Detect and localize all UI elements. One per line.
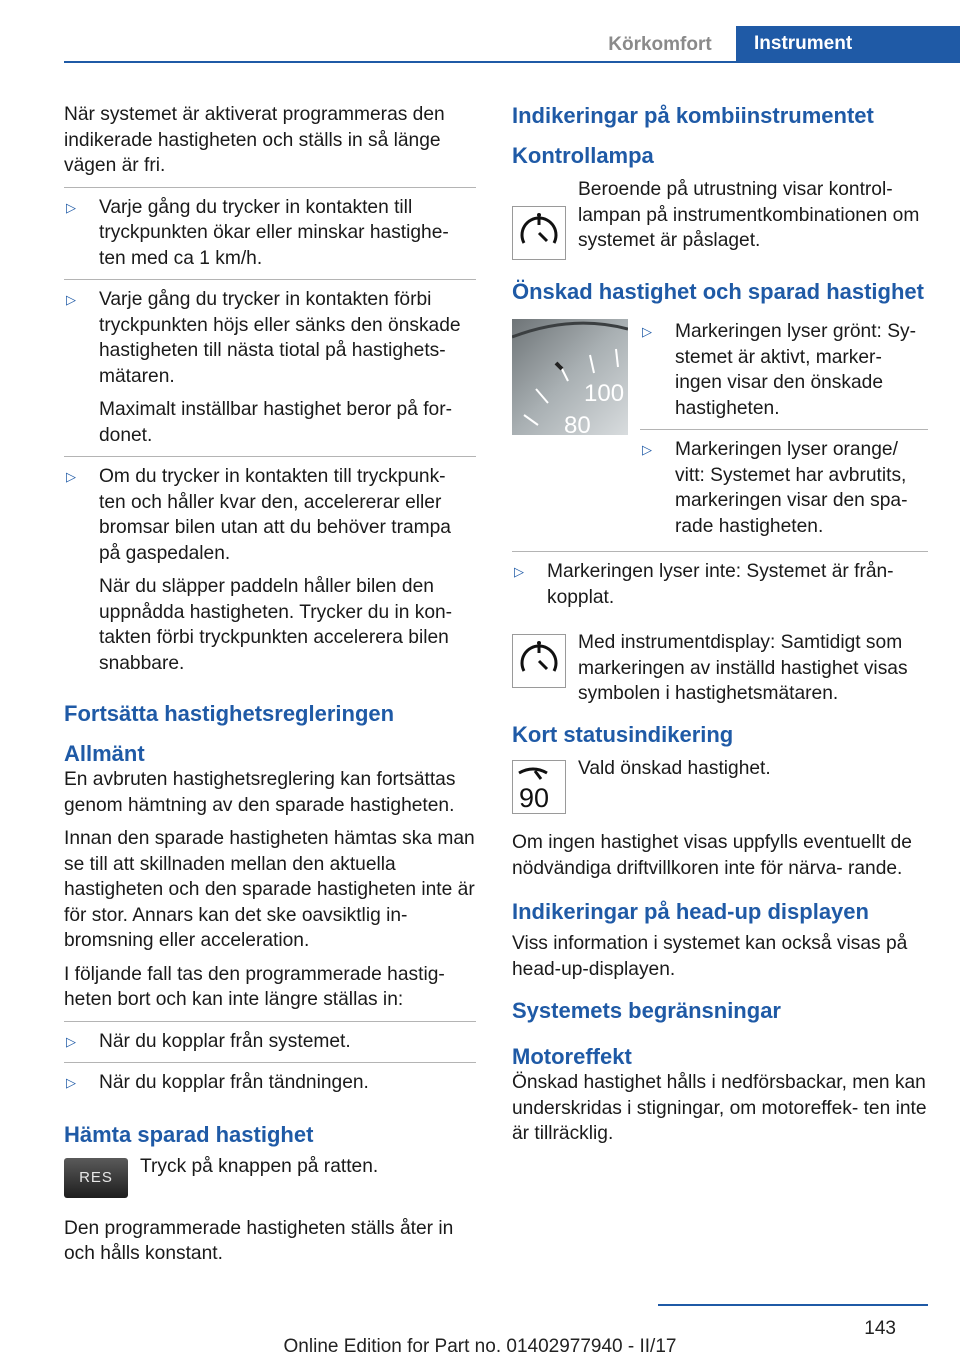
heading-general: Allmänt [64,741,145,766]
triangle-bullet-icon: ▷ [514,564,524,579]
heading-limits: Systemets begränsningar [512,998,781,1023]
heading-engine: Motoreffekt [512,1044,632,1069]
triangle-bullet-icon: ▷ [66,199,76,215]
bullet-text: När du kopplar från tändningen. [99,1072,369,1093]
divider [64,279,476,280]
triangle-bullet-icon: ▷ [642,442,652,457]
speedometer-icon [513,635,565,687]
edition-note: Online Edition for Part no. 01402977940 - II/17 [283,1336,677,1357]
res-text: Tryck på knappen på ratten. [140,1155,379,1177]
bullet-subtext: När du släpper paddeln håller bilen den uppnådda hastigheten. Trycker du in kon- takten förbi tryckpunkten accelerera bilen snabbare. [99,576,453,674]
cruise-lamp-icon [512,206,566,260]
adjust-list [64,195,476,677]
marker-list [640,319,928,539]
divider [64,187,476,188]
paragraph: Om ingen hastighet visas uppfylls eventuellt de nödvändiga driftvillkoren inte för närva- rande. [512,832,912,879]
paragraph: I följande fall tas den programmerade hastig- heten bort och kan inte längre ställas in: [64,963,445,1010]
cases-list [64,1029,476,1096]
heading-indicators: Indikeringar på kombiinstrumentet [512,103,874,128]
bullet-text: Markeringen lyser orange/ vitt: Systemet har avbrutits, markeringen visar den spa- rade hastigheten. [675,439,908,537]
heading-lamp: Kontrollampa [512,143,654,168]
triangle-bullet-icon: ▷ [66,1075,76,1090]
heading-hud: Indikeringar på head-up displayen [512,899,869,924]
header-current-section: Instrument [736,26,960,63]
paragraph: Viss information i systemet kan också visas på head-up-displayen. [512,933,908,980]
bullet-text: Varje gång du trycker in kontakten till tryckpunkten ökar eller minskar hastighe- ten med ca 1 km/h. [99,196,449,269]
triangle-bullet-icon: ▷ [66,1033,76,1049]
gauge-label-80: 80 [564,412,591,435]
list-item [64,1029,476,1055]
divider [640,429,928,430]
heading-desired-speed: Önskad hastighet och sparad hastighet [512,279,924,304]
list-item [64,464,476,676]
bullet-subtext: Maximalt inställbar hastighet beror på for- donet. [99,399,452,446]
left-column [64,102,476,1275]
gauge-label-100: 100 [584,380,625,407]
list-item [640,437,928,539]
bullet-text: Markeringen lyser grönt: Sy- stemet är aktivt, marker- ingen visar den önskade hastigheten. [675,321,916,419]
speedometer-gauge-image [512,319,628,435]
paragraph: Önskad hastighet hålls i nedförsbackar, men kan underskridas i stigningar, om motoreffek- ten inte är tillräcklig. [512,1072,927,1144]
marker-off-list [512,559,928,610]
lamp-row [512,177,928,255]
triangle-bullet-icon: ▷ [66,469,76,484]
divider [64,456,476,457]
header-rule [64,61,960,63]
divider [512,551,928,552]
heading-short-status: Kort statusindikering [512,722,734,747]
paragraph: Den programmerade hastigheten ställs åter in och hålls konstant. [64,1217,454,1264]
speed-value: 90 [519,783,550,813]
header-section: Körkomfort [608,34,712,55]
bullet-text: Om du trycker in kontakten till tryckpunk- ten och håller kvar den, accelererar eller bromsar bilen utan att du behöver trampa på gaspedalen. [99,466,451,564]
speedometer-icon [513,207,565,259]
cruise-symbol-icon [512,634,566,688]
list-item [640,319,928,421]
lamp-text: Beroende på utrustning visar kontrol- lampan på instrumentkombinationen om systemet är påslaget. [578,179,920,251]
divider [64,1021,476,1022]
gauge-row [512,319,928,539]
speed-text: Vald önskad hastighet. [578,758,771,779]
list-item [64,287,476,448]
bullet-text: När du kopplar från systemet. [99,1030,351,1052]
res-button-icon: RES [64,1158,128,1198]
divider [64,1062,476,1063]
display-text: Med instrumentdisplay: Samtidigt som markeringen av inställd hastighet visas symbolen i hastighetsmätaren. [578,632,908,704]
footer-rule [658,1304,928,1306]
bullet-text: Markeringen lyser inte: Systemet är från- kopplat. [547,561,894,608]
res-row [64,1154,476,1204]
intro-paragraph: När systemet är aktiverat programmeras den indikerade hastigheten och ställs in så länge vägen är fri. [64,104,445,176]
short-status-row [512,756,928,818]
heading-fetch: Hämta sparad hastighet [64,1121,314,1147]
display-row [512,630,928,708]
triangle-bullet-icon: ▷ [66,292,76,307]
speed-display-icon [512,760,566,814]
triangle-bullet-icon: ▷ [642,324,652,339]
list-item [512,559,928,610]
paragraph: En avbruten hastighetsreglering kan fortsättas genom hämtning av den sparade hastigheten. [64,769,456,816]
bullet-text: Varje gång du trycker in kontakten förbi tryckpunkten höjs eller sänks den önskade hastigheten till nästa tiotal på hastighets- mätaren. [99,289,461,387]
list-item [64,195,476,272]
page-number: 143 [864,1318,896,1339]
paragraph: Innan den sparade hastigheten hämtas ska man se till att skillnaden mellan den aktuella hastigheten och den sparade hastigheten inte är för stor. Annars kan det ske oavsiktlig in- bromsning eller acceleration. [64,828,475,951]
list-item [64,1070,476,1096]
right-column [512,102,928,1155]
heading-continue: Fortsätta hastighetsregleringen [64,701,395,726]
